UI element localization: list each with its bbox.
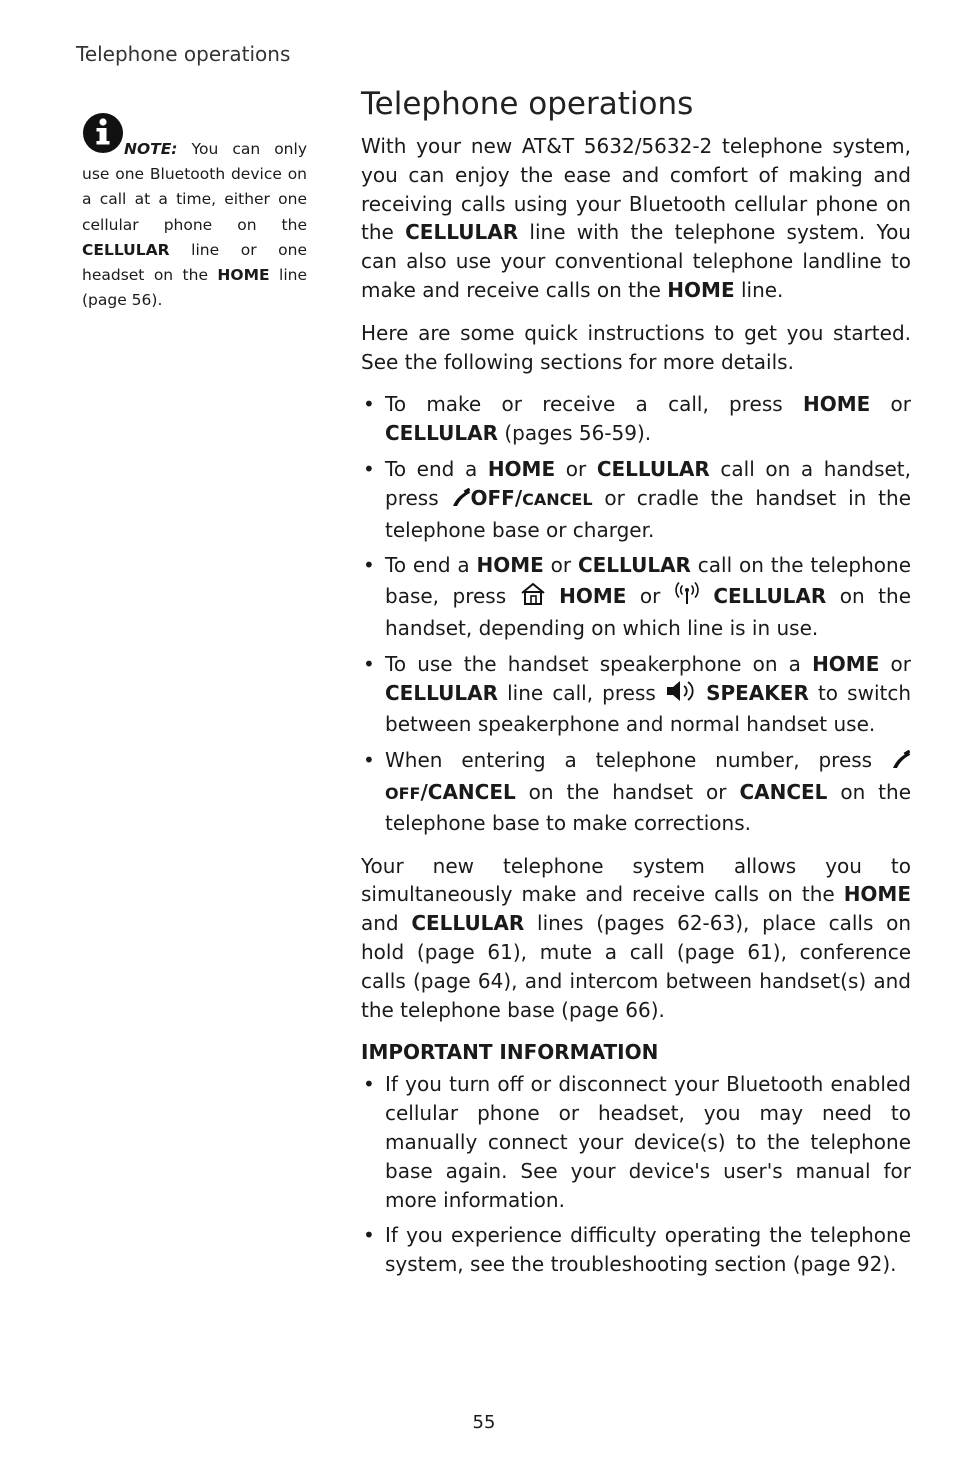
intro-text: line with the telephone system. You can also use your conventional telephone landline to make and receive calls on the	[361, 220, 911, 302]
item-text: or	[879, 651, 911, 676]
running-header: Telephone operations	[76, 42, 291, 66]
off-cancel-phone-icon	[891, 749, 911, 778]
keyword-home: HOME	[843, 882, 911, 907]
important-information-list	[361, 1070, 911, 1279]
keyword-home: HOME	[559, 584, 627, 609]
keyword-cellular: CELLULAR	[577, 553, 691, 578]
note-keyword-home: HOME	[217, 266, 270, 285]
keyword-cancel: /CANCEL	[420, 779, 516, 804]
quick-instructions-list	[361, 390, 911, 837]
item-text: To end a	[385, 553, 477, 578]
note-keyword-cellular: CELLULAR	[82, 240, 170, 259]
info-icon	[82, 112, 124, 162]
keyword-home: HOME	[476, 553, 544, 578]
keyword-home: HOME	[487, 456, 556, 481]
item-text: To end a	[385, 456, 488, 481]
item-text: or cradle the handset in the telephone base or charger.	[385, 485, 911, 542]
item-text: When entering a telephone number, press	[385, 748, 891, 773]
keyword-cellular: CELLULAR	[596, 456, 710, 481]
list-item: • If you turn off or disconnect your Bluetooth enabled cellular phone or headset, you may need to manually connect your device(s) to the telephone base again. See your device's user's manual for more information.	[361, 1070, 911, 1214]
features-text: lines (pages 62-63), place calls on hold (page 61), mute a call (page 61), conference calls (page 64), and intercom between handset(s) and the telephone base (page 66).	[361, 911, 911, 1022]
home-icon	[520, 582, 546, 614]
keyword-cellular: CELLULAR	[405, 220, 519, 245]
item-text: to switch between speakerphone and normal handset use.	[385, 680, 912, 737]
item-text: or	[870, 392, 911, 417]
item-text: on the telephone base to make corrections.	[385, 779, 911, 835]
note-text: line or one headset on the	[82, 240, 307, 285]
keyword-cellular: CELLULAR	[385, 421, 498, 446]
keyword-home: HOME	[667, 277, 735, 302]
keyword-cancel: CANCEL	[739, 779, 828, 804]
note-label: NOTE:	[124, 140, 178, 158]
item-text: (pages 56-59).	[497, 421, 652, 446]
item-text: on the handset or	[515, 779, 740, 804]
keyword-cellular: CELLULAR	[411, 911, 525, 936]
intro-text: line.	[734, 277, 784, 302]
page-number: 55	[472, 1412, 496, 1433]
intro-text: With your new AT&T 5632/5632-2 telephone system, you can enjoy the ease and comfort of making and receiving calls using your Bluetooth cellular phone on the	[361, 134, 911, 245]
list-item	[361, 746, 911, 837]
important-information-heading: IMPORTANT INFORMATION	[361, 1040, 659, 1065]
keyword-speaker: SPEAKER	[706, 680, 809, 705]
keyword-cellular: CELLULAR	[385, 680, 498, 705]
note-text: You can only use one Bluetooth device on a call at a time, either one cellular phone on the	[82, 140, 307, 234]
item-text: To make or receive a call, press	[385, 392, 803, 417]
item-text: call on the telephone base, press	[385, 553, 912, 609]
features-text: Your new telephone system allows you to simultaneously make and receive calls on the	[361, 853, 911, 907]
features-text: and	[361, 911, 412, 936]
page-title: Telephone operations	[361, 86, 694, 122]
list-item: • If you experience difficulty operating the telephone system, see the troubleshooting section (page 92).	[361, 1221, 911, 1279]
list-item	[361, 551, 911, 642]
quick-instructions-paragraph: Here are some quick instructions to get you started. See the following sections for more details.	[361, 320, 911, 374]
keyword-home: HOME	[812, 651, 880, 676]
item-text: call on a handset, press	[385, 456, 911, 510]
item-text: or	[626, 584, 674, 609]
keyword-cellular: CELLULAR	[713, 584, 827, 609]
main-content	[361, 86, 911, 1293]
item-text: on the handset, depending on which line is in use.	[385, 584, 912, 640]
keyword-off: OFF/	[470, 485, 523, 510]
keyword-off: OFF	[385, 783, 421, 803]
note-text: line (page 56).	[82, 266, 307, 310]
off-cancel-phone-icon	[451, 487, 471, 516]
item-text: or	[555, 456, 597, 481]
item-text: or	[543, 553, 578, 578]
list-item	[361, 390, 911, 448]
features-paragraph	[361, 852, 911, 1025]
keyword-cancel: CANCEL	[522, 489, 593, 509]
cellular-icon	[674, 580, 700, 614]
speaker-icon	[665, 679, 697, 711]
item-text: To use the handset speakerphone on a	[385, 651, 813, 676]
item-text: line call, press	[497, 680, 665, 705]
list-item	[361, 650, 911, 739]
list-item	[361, 455, 911, 544]
keyword-home: HOME	[802, 392, 871, 417]
intro-paragraph	[361, 132, 911, 305]
sidebar-note	[82, 112, 307, 313]
